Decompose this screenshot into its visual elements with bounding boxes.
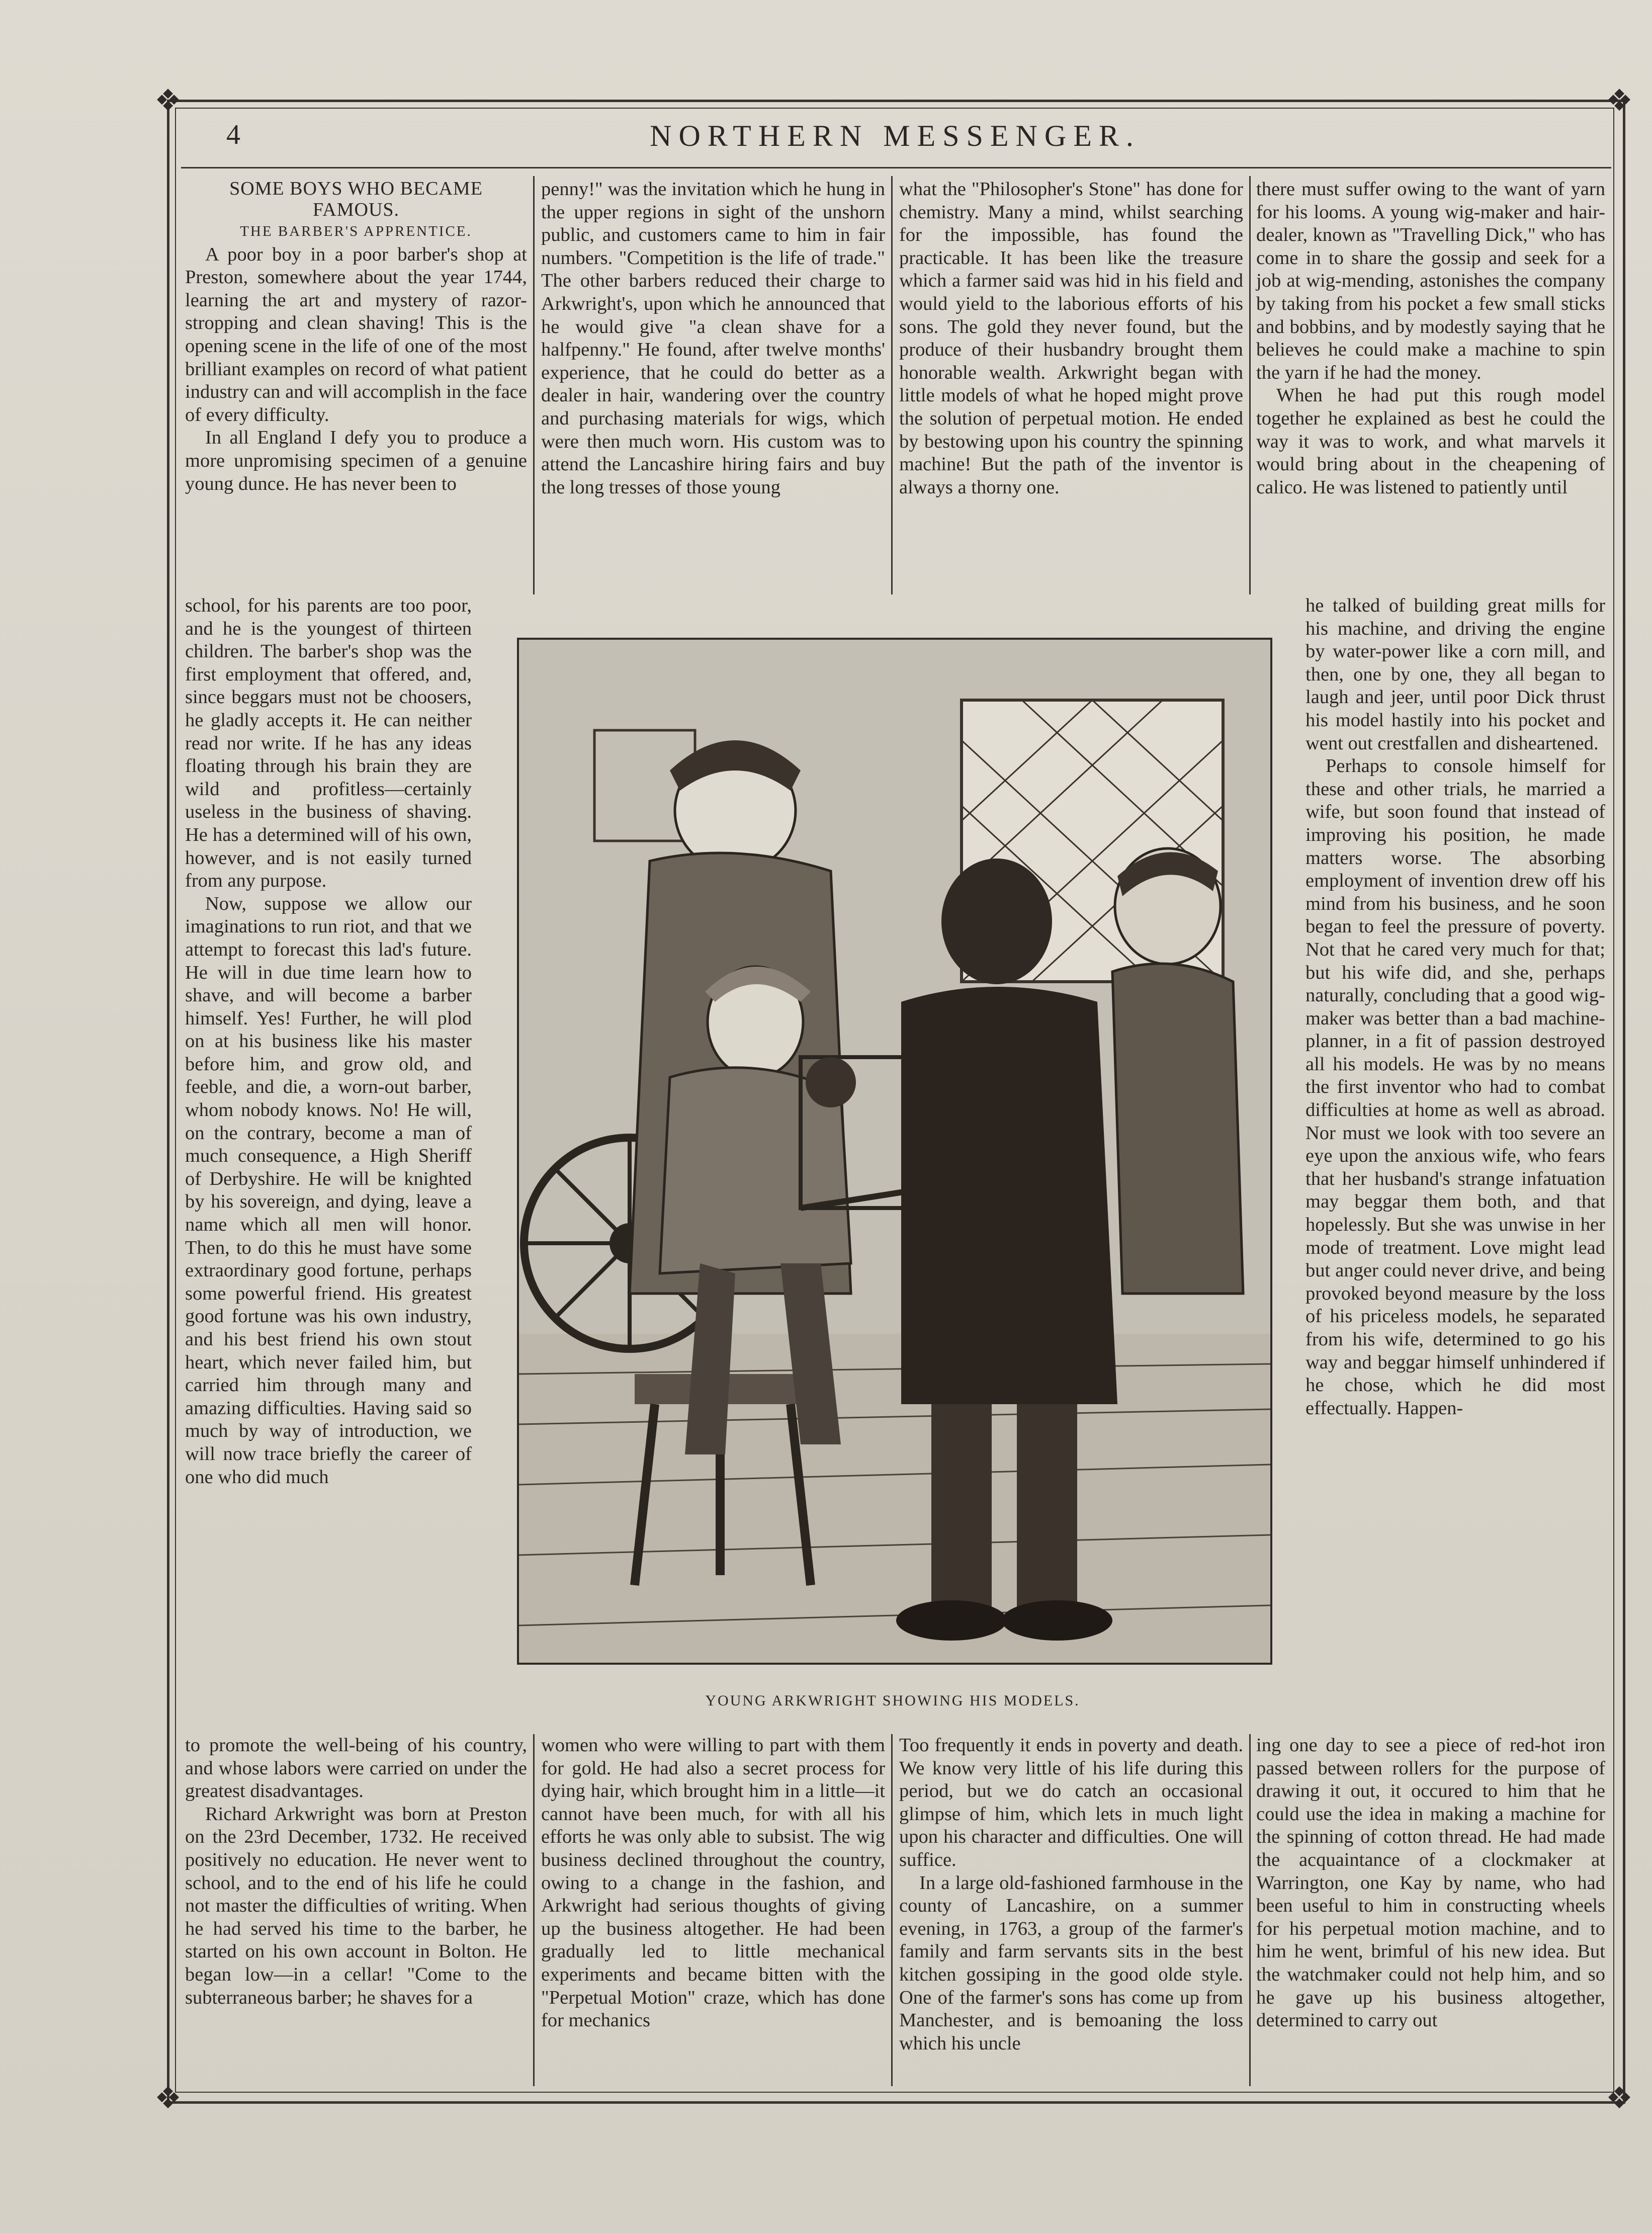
column-rule xyxy=(891,1734,893,2086)
paragraph: When he had put this rough model together he explained as best he could the way it was to work, and what marvels it would bring about in the cheapening of calico. He was listened to patiently until xyxy=(1256,385,1605,498)
column-rule xyxy=(533,1734,535,2086)
paragraph: Now, suppose we allow our imaginations to run riot, and that we attempt to forecast this lad's future. He will in due time learn how to shave, and will become a barber himself. Yes! Further, he will plod on at his business like his master before him, and grow old, and feeble, and die, a worn-out barber, whom nobody knows. No! He will, on the contrary, become a man of much consequence, a High Sheriff of Derbyshire. He will be knighted by his sovereign, and dying, leave a name which all men will honor. Then, to do this he must have some extraordinary good fortune, perhaps some powerful friend. His greatest good fortune was his own industry, and his best friend his own stout heart, which never failed him, but carried him through many and amazing difficulties. Having said so much by way of introduction, we will now trace briefly the career of one who did much xyxy=(185,893,472,1488)
paragraph: Perhaps to console himself for these and other trials, he married a wife, but soon found that instead of improving his position, he made matters worse. The absorbing employment of invention drew off his mind from his business, and he soon began to feel the pressure of poverty. Not that he cared very much for that; but his wife did, and she, perhaps naturally, concluding that a good wig-maker was better than a bad machine-planner, in a fit of passion destroyed all his models. He was by no means the first inventor who had to combat difficulties at home as well as abroad. Nor must we look with too severe an eye upon the anxious wife, who fears that her husband's strange infatuation may beggar them both, and that hopelessly. But she was unwise in her mode of treatment. Love might lead but anger could never drive, and being provoked beyond measure by the loss of his priceless models, he separated from his wife, determined to go his way and beggar himself unhindered if he chose, which he did most effectually. Happen- xyxy=(1306,755,1605,1419)
paragraph: school, for his parents are too poor, and he is the youngest of thirteen children. The barber's shop was the first employment that offered, and, since beggars must not be choosers, he gladly accepts it. He can neither read nor write. If he has any ideas floating through his brain they are wild and profitless—certainly useless in the business of shaving. He has a determined will of his own, however, and is not easily turned from any purpose. xyxy=(185,595,472,892)
paragraph: A poor boy in a poor barber's shop at Preston, somewhere about the year 1744, learning the art and mystery of razor-stropping and clean shaving! This is the opening scene in the life of one of the most brilliant examples on record of what patient industry can and will accomplish in the face of every difficulty. xyxy=(185,243,527,425)
page-number: 4 xyxy=(226,119,241,150)
column-1-top xyxy=(185,178,527,495)
column-4-top xyxy=(1256,178,1605,499)
column-rule xyxy=(1249,1734,1251,2086)
column-1-wrap xyxy=(185,594,472,1489)
column-rule xyxy=(533,176,535,594)
paragraph: ing one day to see a piece of red-hot iron passed between rollers for the purpose of drawing it out, it occured to him that he could use the idea in making a machine for the spinning of cotton thread. He had made the acquaintance of a clockmaker at Warrington, one Kay by name, who had been useful to him in constructing wheels for his perpetual motion machine, and to him he went, brimful of his new idea. But the watchmaker could not help him, and so he gave up his business altogether, determined to carry out xyxy=(1256,1735,1605,2031)
article-heading: SOME BOYS WHO BECAME FAMOUS. xyxy=(229,178,483,220)
paragraph: there must suffer owing to the want of yarn for his looms. A young wig-maker and hair-dealer, known as "Travelling Dick," who has come in to share the gossip and seek for a job at wig-mending, astonishes the company by taking from his pocket a few small sticks and bobbins, and by modestly saying that he believes he could make a machine to spin the yarn if he had the money. xyxy=(1256,179,1605,383)
corner-ornament-icon: ❖ xyxy=(1606,83,1633,118)
paragraph: he talked of building great mills for his machine, and driving the engine by water-power like a corn mill, and then, one by one, they all began to laugh and jeer, until poor Dick thrust his model hastily into his pocket and went out crestfallen and disheartened. xyxy=(1306,595,1605,754)
column-1-bottom xyxy=(185,1734,527,2009)
column-rule xyxy=(1249,176,1251,594)
article-subheading: THE BARBER'S APPRENTICE. xyxy=(240,223,472,239)
column-3-bottom xyxy=(899,1734,1243,2055)
column-rule xyxy=(891,176,893,594)
column-4-wrap xyxy=(1306,594,1605,1420)
paragraph: In a large old-fashioned farmhouse in the county of Lancashire, on a summer evening, in 1763, a group of the farmer's family and farm servants sits in the best kitchen gossiping in the good olde style. One of the farmer's sons has come up from Manchester, and is bemoaning the loss which his uncle xyxy=(899,1872,1243,2054)
paragraph: In all England I defy you to produce a more unpromising specimen of a genuine young dunce. He has never been to xyxy=(185,427,527,494)
paragraph: what the "Philosopher's Stone" has done for chemistry. Many a mind, whilst searching for the impossible, has found the practicable. It has been like the treasure which a farmer said was hid in his field and would yield to the laborious efforts of his sons. The gold they never found, but the produce of their husbandry brought them honorable wealth. Arkwright began with little models of what he hoped might prove the solution of perpetual motion. He ended by bestowing upon his country the spinning machine! But the path of the inventor is always a thorny one. xyxy=(899,179,1243,498)
masthead-rule xyxy=(181,167,1611,168)
paragraph: Richard Arkwright was born at Preston on the 23rd December, 1732. He received positively no education. He never went to school, and to the end of his life he could not master the difficulties of writing. When he had served his time to the barber, he started on his own account in Bolton. He began low—in a cellar! "Come to the subterraneous barber; he shaves for a xyxy=(185,1803,527,2008)
paragraph: penny!" was the invitation which he hung in the upper regions in sight of the unshorn public, and customers came to him in fair numbers. "Competition is the life of trade." The other barbers reduced their charge to Arkwright's, upon which he announced that he would give "a clean shave for a halfpenny." He found, after twelve months' experience, that he could do better as a dealer in hair, wandering over the country and purchasing materials for wigs, which were then much worn. His custom was to attend the Lancashire hiring fairs and buy the long tresses of those young xyxy=(541,179,885,498)
column-2-top xyxy=(541,178,885,499)
paper-title: NORTHERN MESSENGER. xyxy=(650,119,1141,152)
corner-ornament-icon: ❖ xyxy=(1606,2081,1633,2116)
corner-ornament-icon: ❖ xyxy=(154,83,182,118)
masthead xyxy=(181,119,1609,164)
column-4-bottom xyxy=(1256,1734,1605,2032)
engraving-illustration xyxy=(517,638,1272,1665)
illustration-caption: YOUNG ARKWRIGHT SHOWING HIS MODELS. xyxy=(705,1692,1080,1709)
column-3-top xyxy=(899,178,1243,499)
corner-ornament-icon: ❖ xyxy=(154,2081,182,2116)
column-2-bottom xyxy=(541,1734,885,2032)
paragraph: to promote the well-being of his country, and whose labors were carried on under the greatest disadvantages. xyxy=(185,1735,527,1802)
paragraph: Too frequently it ends in poverty and death. We know very little of his life during this period, but we do catch an occasional glimpse of him, which lets in much light upon his character and difficulties. One will suffice. xyxy=(899,1735,1243,1870)
paragraph: women who were willing to part with them for gold. He had also a secret process for dying hair, which brought him in a little—it cannot have been much, for with all his efforts he was only able to subsist. The wig business declined throughout the country, owing to a change in the fashion, and Arkwright had serious thoughts of giving up the business altogether. He had been gradually led to little mechanical experiments and became bitten with the "Perpetual Motion" craze, which has done for mechanics xyxy=(541,1735,885,2031)
engraving-image xyxy=(519,640,1270,1663)
